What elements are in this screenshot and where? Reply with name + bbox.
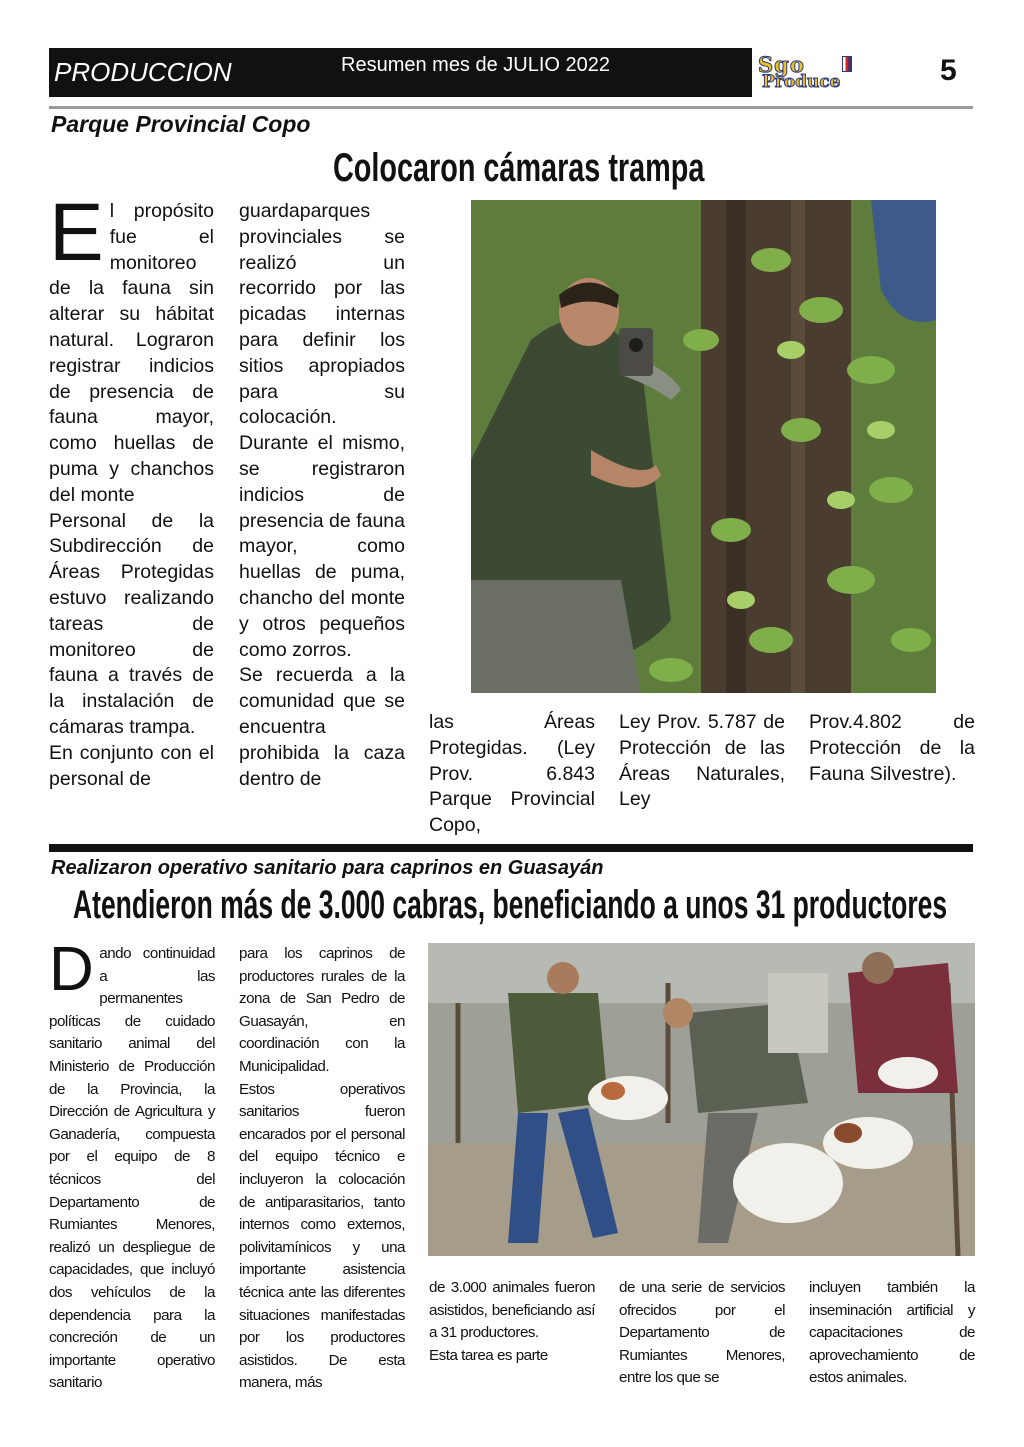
header-divider [49, 106, 973, 109]
article1-col1-paragraph-1: l propósito fue el monitoreo de la fauna sin alterar su hábitat natural. Lograron registrar indicios de presencia de fauna mayor, como huellas de puma y chanchos del monte [49, 200, 214, 506]
article2-column-3 [429, 1277, 595, 1367]
article1-column-5: Prov.4.802 de Protección de la Fauna Silvestre). [809, 711, 975, 785]
article-divider [49, 844, 973, 852]
forest-ranger-illustration [471, 200, 936, 693]
logo-top-text: Sgo [758, 52, 805, 77]
article1-col2-paragraph-1: guardaparques provinciales se realizó un recorrido por las picadas internas para definir los sitios apropiados para su colocación. [239, 200, 405, 429]
flag-icon [842, 56, 852, 72]
article1-col2-paragraph-2: Durante el mismo, se registraron indicios de presencia de fauna mayor, como huellas de puma, chancho del monte y otros pequeños como zorros. [239, 432, 405, 661]
article1-column-3: las Áreas Protegidas. (Ley Prov. 6.843 Parque Provincial Copo, [429, 711, 595, 837]
article2-col3-paragraph-1: de 3.000 animales fueron asistidos, beneficiando así a 31 productores. [429, 1279, 595, 1342]
article2-column-5: incluyen también la inseminación artificial y capacitaciones de aprovechamiento de estos animales. [809, 1279, 975, 1387]
article1-column-1 [49, 187, 214, 792]
logo-bottom-text: Produce [762, 72, 841, 92]
article1-col1-paragraph-2: Personal de la Subdirección de Áreas Protegidas estuvo realizando tareas de monitoreo de fauna a través de la instalación de cámaras trampa. [49, 509, 214, 738]
article1-col1-paragraph-3: En conjunto con el personal de [49, 741, 214, 790]
article2-column-2 [239, 943, 405, 1395]
article1-col2-paragraph-3: Se recuerda a la comunidad que se encuentra prohibida la caza dentro de [239, 664, 405, 790]
article2-kicker: Realizaron operativo sanitario para caprinos en Guasayán [51, 857, 604, 879]
article2-headline: Atendieron más de 3.000 cabras, beneficiando a unos 31 productores [73, 883, 948, 927]
article1-column-4: Ley Prov. 5.787 de Protección de las Áreas Naturales, Ley [619, 711, 785, 811]
article2-dropcap: D [49, 935, 94, 1004]
article2-column-1 [49, 935, 215, 1395]
article1-column-2 [239, 199, 405, 792]
article1-headline: Colocaron cámaras trampa [333, 146, 705, 190]
article2-col3-paragraph-2: Esta tarea es parte [429, 1346, 548, 1364]
section-title: PRODUCCION [54, 57, 232, 87]
publication-logo [758, 52, 908, 96]
article2-col2-paragraph-2: Estos operativos sanitarios fueron encarados por el personal del equipo técnico e incluyeron la colocación de antiparasitarios, tanto internos como externos, polivitamínicos y una importante asistencia técnica ante las diferentes situaciones manifestadas por los productores asistidos. De esta manera, más [239, 1080, 405, 1392]
article2-photo-goats [428, 943, 975, 1256]
article1-photo-camera-trap [471, 200, 936, 693]
page-number: 5 [940, 54, 957, 87]
article1-kicker: Parque Provincial Copo [51, 111, 311, 137]
article1-dropcap: E [49, 187, 104, 278]
issue-date: Resumen mes de JULIO 2022 [341, 54, 611, 76]
article2-column-4: de una serie de servicios ofrecidos por el Departamento de Rumiantes Menores, entre los que se [619, 1279, 785, 1387]
goat-vaccination-illustration [428, 943, 975, 1256]
article2-col1-text: ando continuidad a las permanentes políticas de cuidado sanitario animal del Ministerio de Producción de la Provincia, la Dirección de Agricultura y Ganadería, compuesta por el equipo de 8 técnicos del Departamento de Rumiantes Menores, realizó un despliegue de capacidades, que incluyó dos vehículos de la dependencia para la concreción de un importante operativo sanitario [49, 945, 215, 1392]
article2-col2-paragraph-1: para los caprinos de productores rurales de la zona de San Pedro de Guasayán, en coordinación con la Municipalidad. [239, 945, 405, 1075]
